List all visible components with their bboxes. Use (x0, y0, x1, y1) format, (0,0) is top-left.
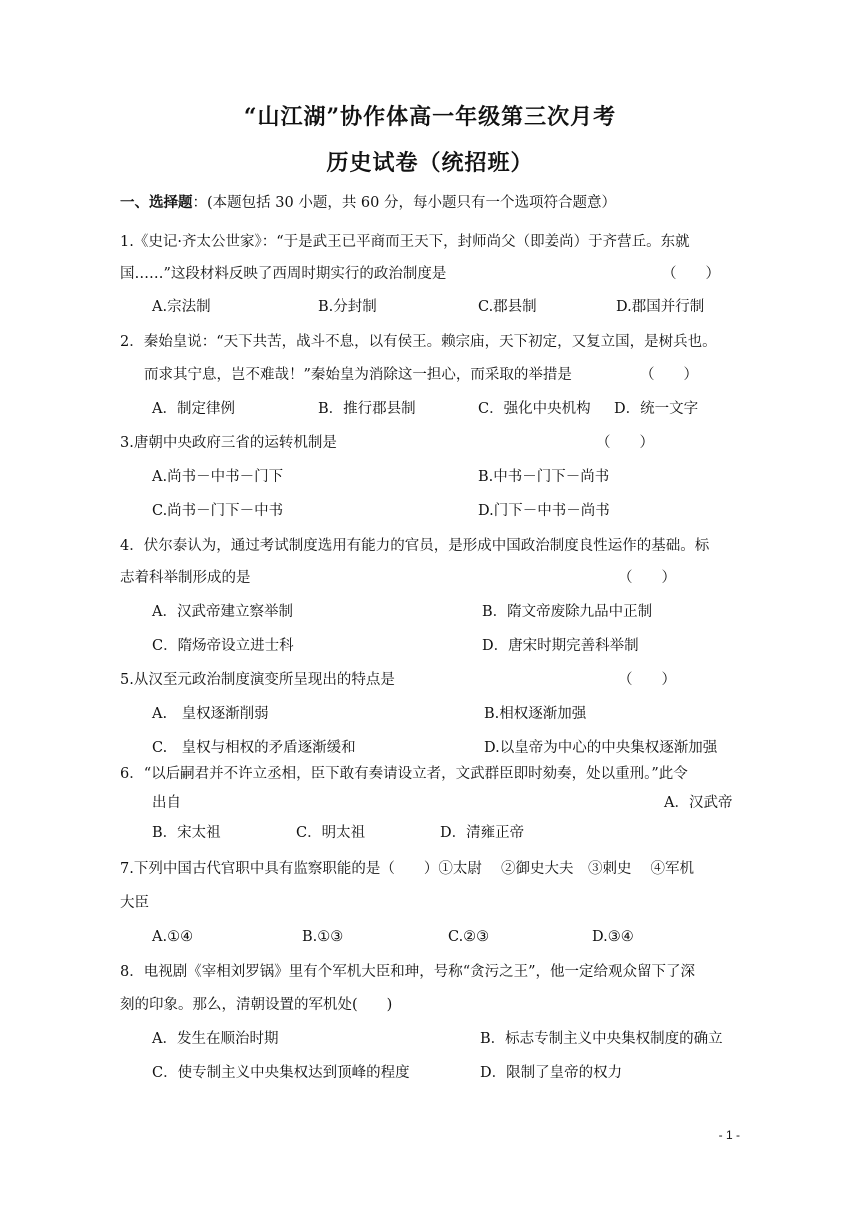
question-1-answer-bracket: （ ） (662, 266, 720, 282)
question-1-option-b: B.分封制 (318, 299, 377, 315)
question-5-option-c: C. 皇权与相权的矛盾逐渐缓和 (152, 740, 356, 756)
question-2-option-d: D．统一文字 (614, 401, 699, 417)
question-2-option-c: C．强化中央机构 (478, 401, 591, 417)
question-6-line-2: 出自 (152, 795, 181, 811)
question-7-line-2: 大臣 (120, 895, 149, 911)
question-5-answer-bracket: （ ） (618, 672, 676, 688)
question-1-option-c: C.郡县制 (478, 299, 537, 315)
question-8-option-a: A．发生在顺治时期 (152, 1031, 279, 1047)
question-8-line-1: 8．电视剧《宰相刘罗锅》里有个军机大臣和珅，号称“贪污之王”，他一定给观众留下了深 (120, 964, 696, 980)
question-4-option-c: C．隋炀帝设立进士科 (152, 638, 294, 654)
question-6-option-d: D．清雍正帝 (440, 825, 525, 841)
question-4-option-b: B．隋文帝废除九品中正制 (482, 604, 653, 620)
question-3-line-1: 3.唐朝中央政府三省的运转机制是 (120, 435, 337, 451)
question-2-option-b: B．推行郡县制 (318, 401, 416, 417)
question-7-line-1: 7.下列中国古代官职中具有监察职能的是（ ）①太尉 ②御史大夫 ③刺史 ④军机 (120, 861, 695, 877)
question-8-line-2: 刻的印象。那么，清朝设置的军机处( ) (120, 997, 393, 1013)
question-6-option-b: B．宋太祖 (152, 825, 221, 841)
question-8-option-d: D．限制了皇帝的权力 (480, 1065, 623, 1081)
question-4-option-d: D．唐宋时期完善科举制 (482, 638, 639, 654)
question-6-option-a: A．汉武帝 (664, 795, 733, 811)
question-7-option-b: B.①③ (302, 929, 344, 945)
question-2-option-a: A．制定律例 (152, 401, 235, 417)
question-5-option-a: A. 皇权逐渐削弱 (152, 706, 269, 722)
question-5-option-d: D.以皇帝为中心的中央集权逐渐加强 (484, 740, 718, 756)
question-3-option-c: C.尚书－门下－中书 (152, 503, 284, 519)
question-6-option-c: C．明太祖 (296, 825, 366, 841)
question-3-option-b: B.中书－门下－尚书 (478, 469, 610, 485)
question-3-answer-bracket: （ ） (596, 435, 654, 451)
question-1-line-2: 国……”这段材料反映了西周时期实行的政治制度是 (120, 266, 447, 282)
question-7-option-c: C.②③ (448, 929, 490, 945)
question-4-option-a: A．汉武帝建立察举制 (152, 604, 293, 620)
question-5-line-1: 5.从汉至元政治制度演变所呈现出的特点是 (120, 672, 395, 688)
question-4-answer-bracket: （ ） (618, 570, 676, 586)
question-4-line-2: 志着科举制形成的是 (120, 570, 251, 586)
question-2-line-1: 2．秦始皇说：“天下共苦，战斗不息，以有侯王。赖宗庙，天下初定，又复立国，是树兵也。 (120, 334, 717, 350)
question-2-answer-bracket: （ ） (640, 367, 698, 383)
question-8-option-c: C．使专制主义中央集权达到顶峰的程度 (152, 1065, 410, 1081)
section-heading-row (120, 193, 616, 213)
question-3-option-a: A.尚书－中书－门下 (152, 469, 284, 485)
question-4-line-1: 4．伏尔泰认为，通过考试制度选用有能力的官员，是形成中国政治制度良性运作的基础。标 (120, 538, 710, 554)
question-1-option-a: A.宗法制 (152, 299, 211, 315)
page-number: - 1 - (718, 1128, 740, 1142)
exam-title: “山江湖”协作体高一年级第三次月考 (243, 104, 617, 130)
exam-subtitle: 历史试卷（统招班） (326, 150, 534, 176)
section-heading: 一、选择题 (120, 194, 193, 211)
section-note: ：(本题包括 30 小题，共 60 分，每小题只有一个选项符合题意） (192, 195, 616, 211)
question-8-option-b: B．标志专制主义中央集权制度的确立 (480, 1031, 723, 1047)
question-5-option-b: B.相权逐渐加强 (484, 706, 587, 722)
question-6-line-1: 6．“以后嗣君并不许立丞相，臣下敢有奏请设立者，文武群臣即时劾奏，处以重刑。”此令 (120, 766, 688, 782)
question-3-option-d: D.门下－中书－尚书 (478, 503, 610, 519)
question-7-option-d: D.③④ (592, 929, 634, 945)
question-2-line-2: 而求其宁息，岂不难哉！”秦始皇为消除这一担心，而采取的举措是 (144, 367, 572, 383)
question-1-option-d: D.郡国并行制 (616, 299, 705, 315)
question-7-option-a: A.①④ (152, 929, 194, 945)
question-1-line-1: 1.《史记·齐太公世家》：“于是武王已平商而王天下，封师尚父（即姜尚）于齐营丘。东就 (120, 234, 690, 250)
